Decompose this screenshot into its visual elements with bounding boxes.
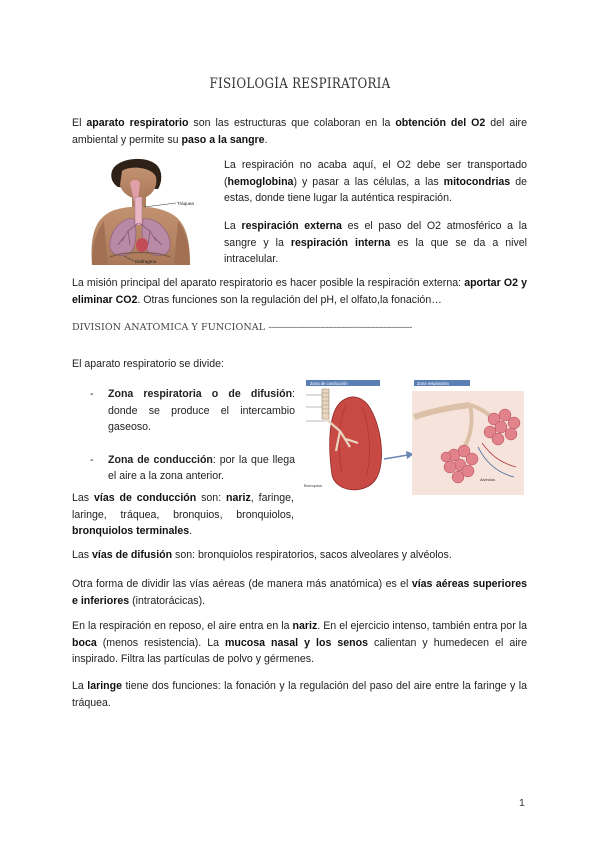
- paragraph-conduction-paths: Las vías de conducción son: nariz, faringe, laringe, tráquea, bronquios, bronquiolos, bronquiolos terminales.: [72, 492, 294, 537]
- intro-paragraph: El aparato respiratorio son las estructuras que colaboran en la obtención del O2 del aire ambiental y permite su paso a la sangre.: [72, 117, 527, 146]
- list-item: - Zona de conducción: por la que llega el aire a la zona anterior.: [90, 452, 295, 485]
- paragraph-nose: En la respiración en reposo, el aire entra en la nariz. En el ejercicio intenso, también entra por la boca (menos resistencia). La mucosa nasal y los senos calientan y humedecen el aire inspirado. Filtra las partículas de polvo y gérmenes.: [72, 620, 528, 665]
- tag-respiratory-zone: Zona respiratoria: [417, 380, 449, 386]
- paragraph-diffusion-paths: Las vías de difusión son: bronquiolos respiratorios, sacos alveolares y alvéolos.: [72, 549, 452, 561]
- section-heading: DIVISIÓN ANATÓMICA Y FUNCIONAL -------------------------------------------------------: [72, 322, 412, 333]
- paragraph-transport: La respiración no acaba aquí, el O2 debe ser transportado (hemoglobina) y pasar a las células, a las mitocondrias de estas, donde tiene lugar la auténtica respiración.: [224, 159, 527, 204]
- paragraph-mission: La misión principal del aparato respiratorio es hacer posible la respiración externa: aportar O2 y eliminar CO2. Otras funciones son la regulación del pH, el olfato,la fonación…: [72, 277, 527, 306]
- page-title: FISIOLOGÍA RESPIRATORIA: [209, 76, 391, 92]
- label-alveoli: Alvéolos: [480, 477, 496, 482]
- paragraph-respiration-types: La respiración externa es el paso del O2 atmosférico a la sangre y la respiración interna es la que se da a nivel intracelular.: [224, 220, 527, 265]
- tag-conduction-zone: Zona de conducción: [310, 380, 348, 386]
- paragraph-divide-intro: El aparato respiratorio se divide:: [72, 358, 224, 370]
- figure1-label-diaphragm: Diafragma: [135, 259, 157, 264]
- list-item: - Zona respiratoria o de difusión: donde se produce el intercambio gaseoso.: [90, 386, 295, 436]
- respiratory-system-illustration: [72, 157, 215, 265]
- lung-alveoli-diagram: [302, 377, 527, 500]
- figure1-label-trachea: Tráquea: [177, 201, 194, 206]
- page-number: 1: [519, 797, 525, 809]
- label-bronchi: Bronquios: [304, 483, 323, 488]
- paragraph-larynx: La laringe tiene dos funciones: la fonación y la regulación del paso del aire entre la faringe y la tráquea.: [72, 680, 528, 709]
- paragraph-airway-division: Otra forma de dividir las vías aéreas (de manera más anatómica) es el vías aéreas superiores e inferiores (intratorácicas).: [72, 578, 528, 607]
- zone-list: [90, 386, 295, 501]
